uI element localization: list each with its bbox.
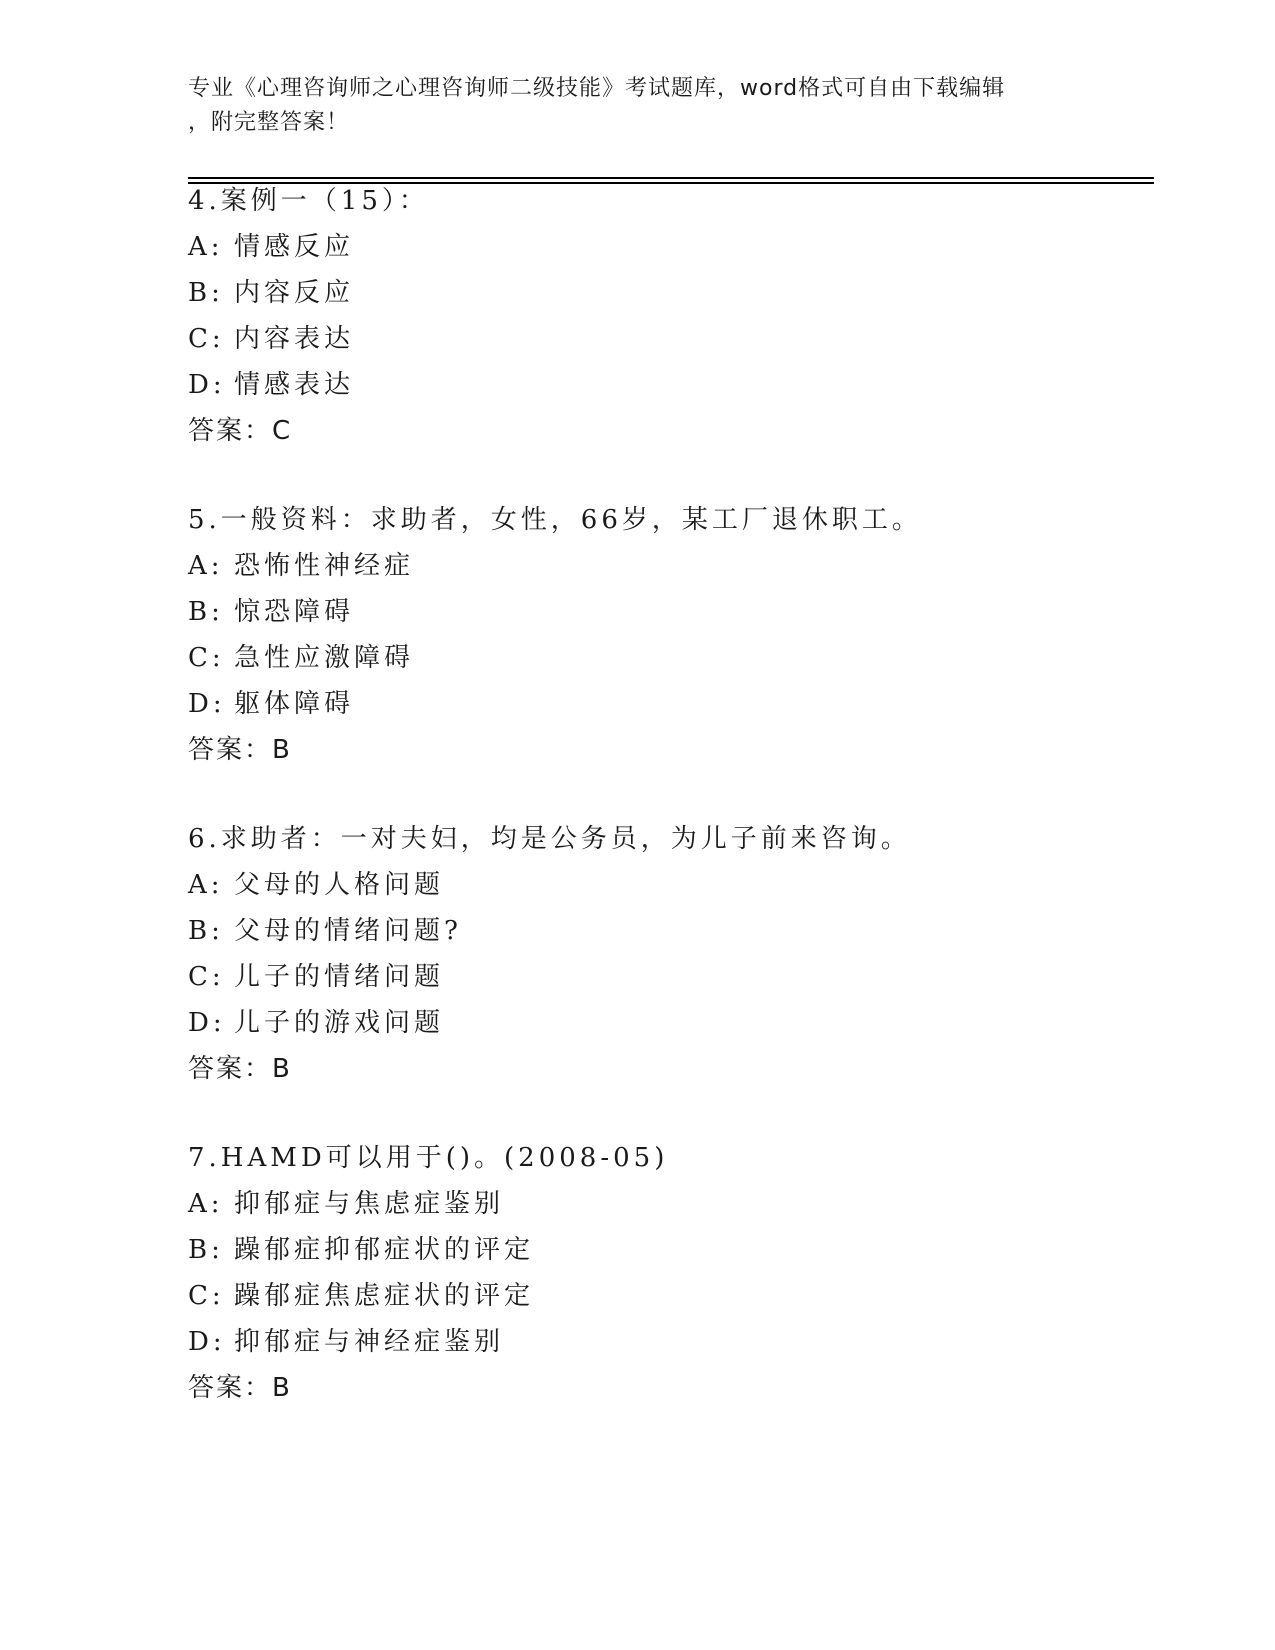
- question-5: [188, 497, 1148, 773]
- option-text: 父母的情绪问题?: [234, 916, 462, 946]
- option-text: 抑郁症与焦虑症鉴别: [234, 1189, 505, 1219]
- option-a: [188, 224, 1148, 270]
- option-b: [188, 270, 1148, 316]
- question-6: [188, 816, 1148, 1092]
- option-c: [188, 635, 1148, 681]
- option-d: [188, 1000, 1148, 1046]
- option-label: C:: [188, 324, 225, 354]
- option-label: A:: [188, 1189, 224, 1219]
- option-label: B:: [188, 916, 224, 946]
- option-label: D:: [188, 689, 226, 719]
- question-stem: 6.求助者：一对夫妇，均是公务员，为儿子前来咨询。: [188, 824, 911, 854]
- option-d: [188, 1319, 1148, 1365]
- option-label: B:: [188, 1235, 224, 1265]
- header-title-line: 专业《心理咨询师之心理咨询师二级技能》考试题库，word格式可自由下载编辑: [188, 76, 1006, 101]
- answer-line: 答案：C: [188, 416, 293, 446]
- option-label: C:: [188, 643, 225, 673]
- option-label: B:: [188, 278, 224, 308]
- option-c: [188, 1273, 1148, 1319]
- option-label: D:: [188, 1327, 226, 1357]
- question-7: [188, 1135, 1148, 1411]
- option-label: A:: [188, 551, 224, 581]
- document-header: [188, 72, 1088, 140]
- option-label: C:: [188, 1281, 225, 1311]
- question-stem: 4.案例一（15）：: [188, 186, 429, 216]
- option-text: 抑郁症与神经症鉴别: [234, 1327, 505, 1357]
- header-subtitle-line: ，附完整答案！: [188, 110, 350, 135]
- option-d: [188, 362, 1148, 408]
- option-label: D:: [188, 370, 226, 400]
- option-text: 躁郁症抑郁症状的评定: [234, 1235, 535, 1265]
- option-a: [188, 543, 1148, 589]
- option-text: 躁郁症焦虑症状的评定: [234, 1281, 535, 1311]
- option-text: 恐怖性神经症: [234, 551, 415, 581]
- option-text: 惊恐障碍: [234, 597, 355, 627]
- option-label: B:: [188, 597, 224, 627]
- question-4: [188, 178, 1148, 454]
- option-label: D:: [188, 1008, 226, 1038]
- option-a: [188, 862, 1148, 908]
- option-text: 躯体障碍: [234, 689, 355, 719]
- question-stem: 5.一般资料：求助者，女性，66岁，某工厂退休职工。: [188, 505, 922, 535]
- option-d: [188, 681, 1148, 727]
- option-text: 儿子的游戏问题: [234, 1008, 445, 1038]
- answer-line: 答案：B: [188, 735, 292, 765]
- option-b: [188, 1227, 1148, 1273]
- question-stem: 7.HAMD可以用于()。(2008-05): [188, 1143, 669, 1173]
- option-a: [188, 1181, 1148, 1227]
- option-text: 急性应激障碍: [234, 643, 415, 673]
- answer-line: 答案：B: [188, 1373, 292, 1403]
- answer-line: 答案：B: [188, 1054, 292, 1084]
- option-c: [188, 316, 1148, 362]
- option-label: A:: [188, 232, 224, 262]
- option-text: 儿子的情绪问题: [234, 962, 445, 992]
- option-text: 父母的人格问题: [234, 870, 445, 900]
- option-c: [188, 954, 1148, 1000]
- option-b: [188, 589, 1148, 635]
- option-text: 内容表达: [234, 324, 355, 354]
- option-text: 情感表达: [234, 370, 355, 400]
- option-label: A:: [188, 870, 224, 900]
- option-text: 内容反应: [234, 278, 355, 308]
- option-text: 情感反应: [234, 232, 355, 262]
- option-b: [188, 908, 1148, 954]
- option-label: C:: [188, 962, 225, 992]
